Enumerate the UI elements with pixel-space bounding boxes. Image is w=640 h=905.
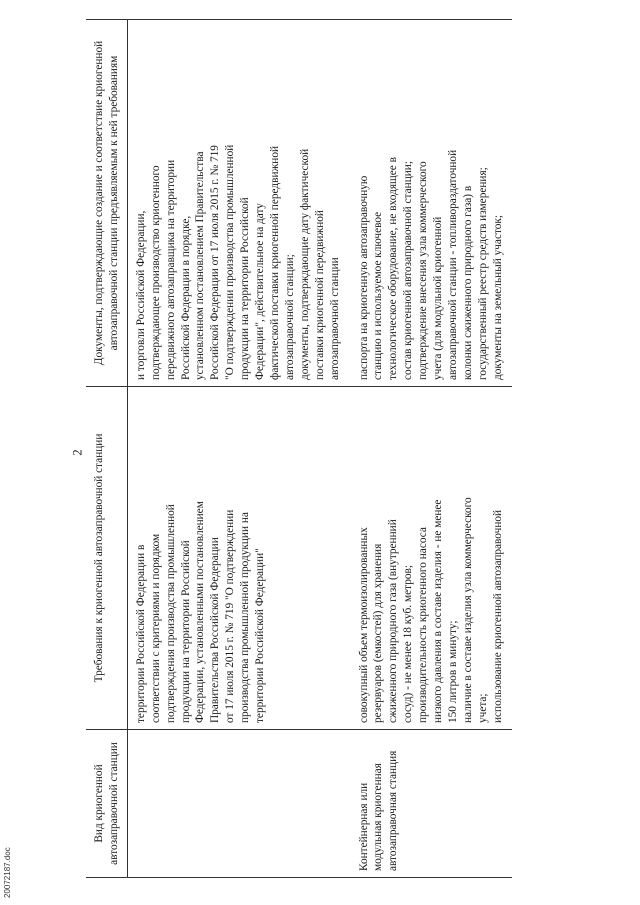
text-line: Федерации", действительное на дату [254, 203, 267, 380]
table-header-row [86, 20, 127, 878]
text-line: станцию и используемое ключевое [372, 211, 385, 380]
text-line: государственный реестр средств измерения; [476, 167, 489, 380]
text-line: сосуд) - не менее 18 куб. метров; [402, 565, 415, 723]
text-line: резервуаров (емкостей) для хранения [372, 543, 385, 723]
text-line: производства промышленной продукции на [239, 512, 252, 723]
text-line: автозаправочной станции [328, 257, 341, 380]
text-line: территории Российской Федерации в [134, 544, 147, 723]
text-line: продукции на территории Российской [239, 197, 252, 380]
text-line: подтверждения производства промышленной [164, 504, 177, 723]
text-line: соответствии с критериями и порядком [149, 533, 162, 723]
text-line: Федерации, установленными постановлением [194, 501, 207, 723]
cell-requirements-continued [127, 387, 350, 730]
text-line: автозаправочной станции; [283, 254, 296, 380]
cell-requirements-modular [351, 387, 512, 730]
text-line: территории Российской Федерации" [254, 548, 267, 723]
text-line: 150 литров в минуту; [446, 620, 459, 723]
table-row-continued [127, 20, 350, 878]
cell-documents-modular [351, 20, 512, 387]
text-line: Российской Федерации в порядке, [179, 215, 192, 380]
cell-type-modular [351, 730, 512, 878]
text-line: продукции на территории Российской [179, 540, 192, 723]
header-requirements: Требования к криогенной автозаправочной станции [86, 387, 127, 730]
header-documents: Документы, подтверждающие создание и соответствие криогенной автозаправочной станции предъявляемым к ней требованиям [86, 20, 127, 387]
file-footer: 20072187.doc [3, 847, 12, 898]
text-line: документы на земельный участок; [491, 214, 504, 380]
text-line: поставки криогенной передвижной [313, 210, 326, 380]
text-line: автозаправочная станция [387, 750, 400, 871]
text-line: колонки сжиженного природного газа) в [461, 185, 474, 380]
text-line: установленном постановлением Правительства [194, 151, 207, 380]
text-line: подтверждение внесения узла коммерческого [417, 161, 430, 380]
table-row-modular-station [351, 20, 512, 878]
text-line: совокупный объем термоизолированных [357, 527, 370, 723]
text-line: фактической поставки криогенной передвижной [268, 145, 281, 380]
text-line: учета (для модульной криогенной [432, 216, 445, 380]
text-line: наличие в составе изделия узла коммерческого [461, 497, 474, 723]
text-line: документы, подтверждающие дату фактической [298, 148, 311, 380]
text-line: низкого давления в составе изделия - не менее [432, 499, 445, 723]
text-line: и торговли Российской Федерации, [134, 210, 147, 380]
text-line: состав криогенной автозаправочной станции; [402, 161, 415, 380]
cell-type-continued [127, 730, 350, 878]
text-line: паспорта на криогенную автозаправочную [357, 175, 370, 380]
text-line: передвижного автозаправщика на территории [164, 159, 177, 380]
requirements-table [86, 19, 512, 878]
text-line: "О подтверждении производства промышленной [224, 144, 237, 380]
header-station-type: Вид криогенной автозаправочной станции [86, 730, 127, 878]
rotated-page-content [58, 0, 598, 905]
text-line: учета; [476, 693, 489, 723]
text-line: от 17 июля 2015 г. № 719 "О подтверждении [224, 509, 237, 723]
text-line: Контейнерная или [357, 782, 370, 871]
text-line: подтверждающее производство криогенного [149, 165, 162, 380]
text-line: производительность криогенного насоса [417, 527, 430, 723]
cell-documents-continued [127, 20, 350, 387]
text-line: технологическое оборудование, не входящее в [387, 157, 400, 380]
text-line: Российской Федерации от 17 июля 2015 г. № 719 [209, 145, 222, 380]
text-line: Правительства Российской Федерации [209, 537, 222, 723]
text-line: сжиженного природного газа (внутренний [387, 519, 400, 723]
text-line: автозаправочной станции - топливораздаточной [446, 149, 459, 380]
text-line: использование криогенной автозаправочной [491, 509, 504, 723]
text-line: модульная криогенная [372, 763, 385, 871]
page-number: 2 [70, 449, 85, 456]
